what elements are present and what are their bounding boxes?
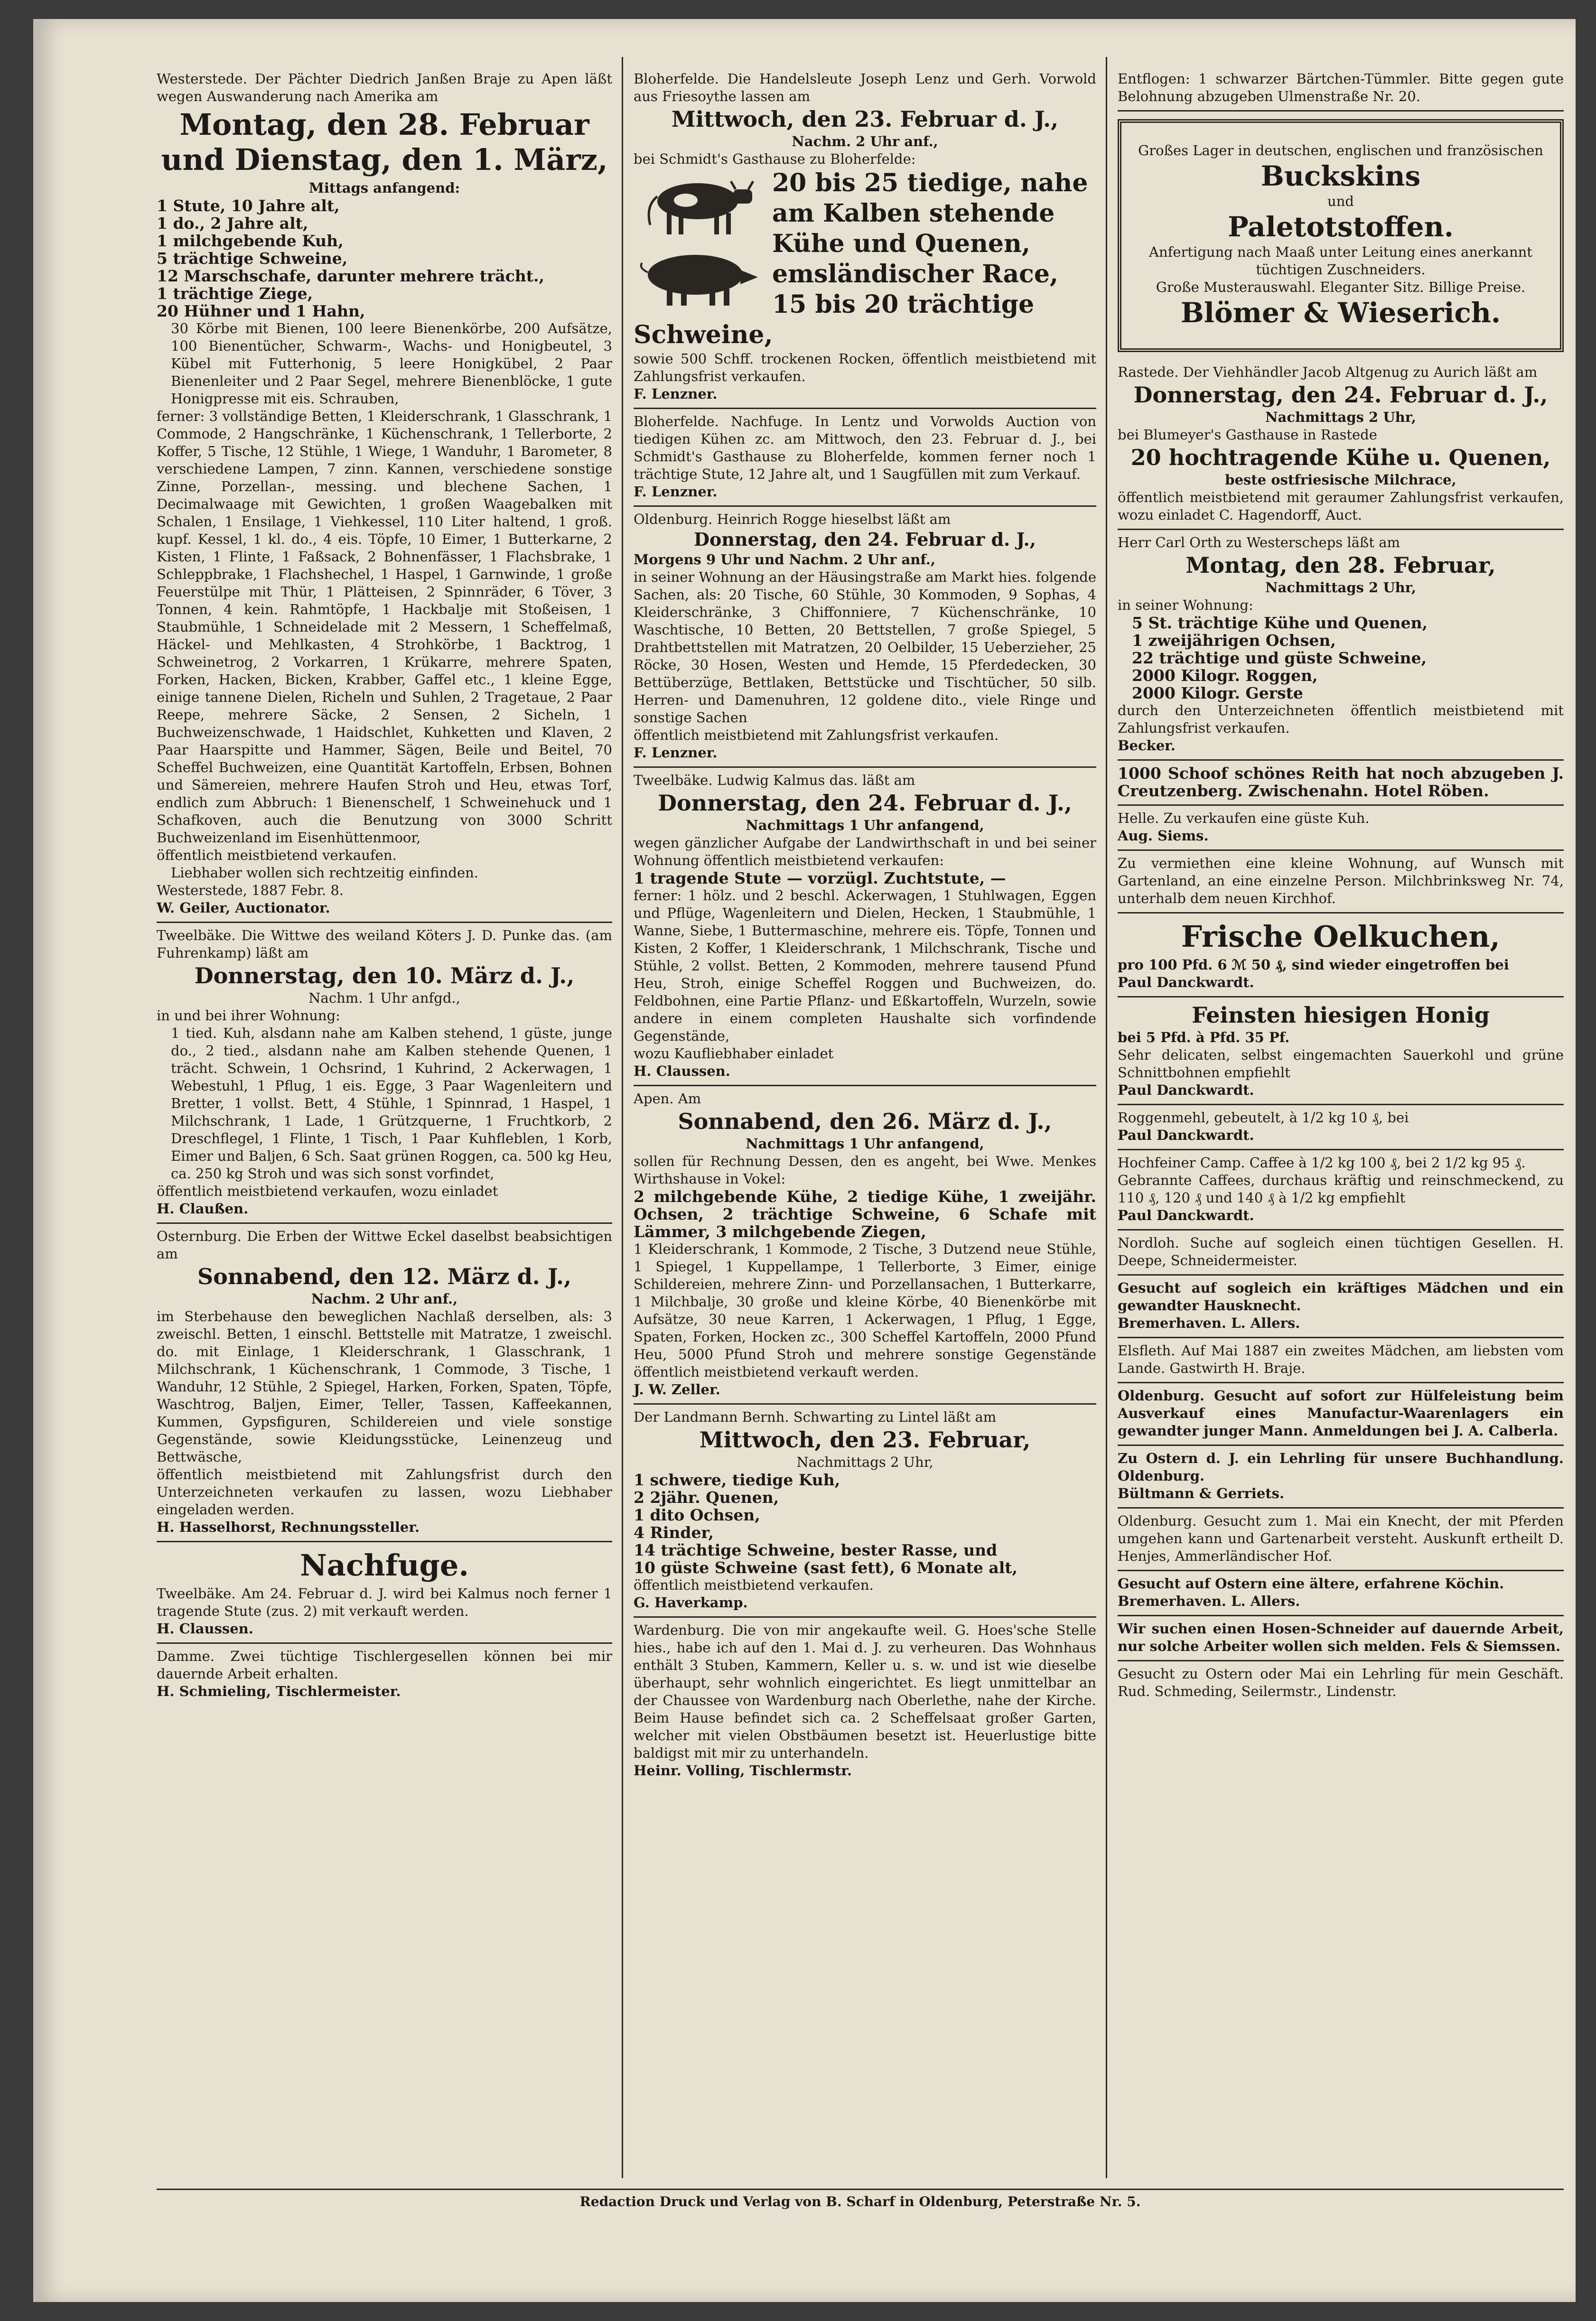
livestock-illustrations — [634, 168, 766, 310]
ad-reith — [1118, 761, 1564, 806]
ad-head: Tweelbäke. Die Wittwe des weiland Köters J. D. Punke das. (am Fuhrenkamp) läßt am — [157, 927, 612, 961]
ad-head: Herr Carl Orth zu Westerscheps läßt am — [1118, 534, 1400, 550]
ad-westerstede-auction — [157, 66, 612, 923]
ad-title: Frische Oelkuchen, — [1181, 919, 1500, 954]
ad-caffee — [1118, 1150, 1564, 1230]
ad-item: 1 schwere, tiedige Kuh, — [634, 1471, 840, 1489]
ad-signature: Heinr. Volling, Tischlermstr. — [634, 1762, 852, 1779]
ad-westerscheps — [1118, 530, 1564, 761]
ad-item: 5 St. trächtige Kühe und Quenen, — [1132, 614, 1428, 632]
ad-nordloh — [1118, 1230, 1564, 1276]
ad-head: Tweelbäke. Ludwig Kalmus das. läßt am — [634, 772, 915, 788]
ad-text: öffentlich meistbietend verkaufen. — [157, 847, 397, 863]
ad-signature: G. Haverkamp. — [634, 1594, 748, 1611]
ad-text: Bloherfelde. Nachfuge. In Lentz und Vorwolds Auction von tiedigen Kühen zc. am Mittwoch, den 23. Februar d. J., bei Schmidt's Gasthause zu Bloherfelde, kommen ferner noch 1 trächtige Stute, 12 Jahre alt, und 1 Saugfüllen mit zum Verkauf. — [634, 413, 1096, 482]
ad-text: pro 100 Pfd. 6 ℳ 50 ₰, sind wieder eingetroffen bei — [1118, 957, 1509, 973]
ad-vermiethen — [1118, 851, 1564, 913]
ad-text: wozu Kaufliebhaber einladet — [634, 1045, 834, 1062]
ad-date: Donnerstag, den 24. Februar d. J., — [658, 790, 1072, 816]
ad-item: 2000 Kilogr. Gerste — [1132, 684, 1303, 702]
ad-text: öffentlich meistbietend mit Zahlungsfrist verkaufen. — [634, 727, 999, 743]
ad-lehrling-seiler — [1118, 1661, 1564, 1705]
ad-tweelbaeke-kalmus — [634, 768, 1096, 1086]
ad-text: wegen gänzlicher Aufgabe der Landwirthschaft in und bei seiner Wohnung öffentlich meistbietend verkaufen: — [634, 835, 1096, 868]
ad-elsfleth — [1118, 1338, 1564, 1383]
ad-text: Sehr delicaten, selbst eingemachten Sauerkohl und grüne Schnittbohnen empfiehlt — [1118, 1047, 1564, 1081]
ad-signature: Paul Danckwardt. — [1118, 974, 1254, 990]
ad-bold: 2 milchgebende Kühe, 2 tiedige Kühe, 1 zweijähr. Ochsen, 2 trächtige Schweine, 6 Schafe mit Lämmer, 3 milchgebende Ziegen, — [634, 1187, 1096, 1241]
ad-text: 1 tied. Kuh, alsdann nahe am Kalben stehend, 1 güste, junge do., 2 tied., alsdann nahe am Kalben stehende Quenen, 1 trächt. Schwein, 1 Ochsrind, 1 Kuhrind, 2 Ackerwagen, 1 Webestuhl, 1 Pflug, 1 eis. Egge, 3 Paar Wagenleitern und Bretter, 1 vollst. Bett, 4 Stühle, 1 Spinnrad, 1 Haspel, 1 Milchschrank, 1 Lade, 1 Grützquerne, 1 Fruchtkorb, 2 Dreschflegel, 1 Flinte, 1 Tisch, 1 Paar Kuhfleblen, 1 Korb, Eimer und Baljen, 6 Sch. Saat grünen Roggen, ca. 500 kg Heu, ca. 250 kg Stroh und was sich sonst vorfindet, — [171, 1025, 612, 1182]
ad-head: Rastede. Der Viehhändler Jacob Altgenug zu Aurich läßt am — [1118, 364, 1538, 380]
cow-icon — [634, 168, 762, 239]
box-line: Große Musterauswahl. Eleganter Sitz. Billige Preise. — [1156, 279, 1526, 295]
ad-signature: J. W. Zeller. — [634, 1381, 720, 1398]
ad-item: 2 2jähr. Quenen, — [634, 1488, 779, 1507]
ad-item: 2000 Kilogr. Roggen, — [1132, 666, 1318, 685]
ad-lehrling-buchhandlung — [1118, 1446, 1564, 1509]
ad-signature: F. Lenzner. — [634, 484, 718, 500]
ad-signature: Paul Danckwardt. — [1118, 1127, 1254, 1143]
ad-time: Nachm. 2 Uhr anf., — [792, 133, 938, 149]
ad-signature: H. Schmieling, Tischlermeister. — [157, 1683, 401, 1699]
ad-text: öffentlich meistbietend mit Zahlungsfrist durch den Unterzeichneten verkaufen zu lassen, wozu Liebhaber eingeladen werden. — [157, 1466, 612, 1518]
ad-tweelbaeke-punke — [157, 923, 612, 1224]
ad-item: 1 milchgebende Kuh, — [157, 232, 344, 250]
pig-icon — [634, 239, 762, 310]
ad-text: sollen für Rechnung Dessen, den es angeht, bei Wwe. Menkes Wirthshause in Vokel: — [634, 1153, 1096, 1187]
ad-calberla — [1118, 1383, 1564, 1446]
ad-item: 1 tragende Stute — vorzügl. Zuchtstute, — — [634, 869, 1006, 887]
ad-box-buckskins — [1118, 119, 1564, 352]
ad-date: Mittwoch, den 23. Februar, — [699, 1427, 1031, 1453]
ad-signature: H. Claussen. — [634, 1063, 730, 1079]
ad-hosen-schneider — [1118, 1616, 1564, 1661]
ad-osternburg-eckel — [157, 1224, 612, 1542]
ad-signature: Aug. Siems. — [1118, 828, 1209, 844]
ad-honig — [1118, 997, 1564, 1105]
ad-bremerhaven-maedchen — [1118, 1276, 1564, 1338]
ad-signature: H. Claußen. — [157, 1201, 249, 1217]
ad-text: sowie 500 Schff. trockenen Rocken, öffentlich meistbietend mit Zahlungsfrist verkaufen. — [634, 351, 1096, 384]
ad-head: Westerstede. Der Pächter Diedrich Janßen Braje zu Apen läßt wegen Auswanderung nach Amerika am — [157, 71, 612, 104]
ad-sub: bei 5 Pfd. à Pfd. 35 Pf. — [1118, 1029, 1290, 1045]
ad-head: Bloherfelde. Die Handelsleute Joseph Lenz und Gerh. Vorwold aus Friesoythe lassen am — [634, 71, 1096, 104]
ad-time: Nachmittags 2 Uhr, — [1265, 409, 1416, 425]
ad-date: Donnerstag, den 24. Februar d. J., — [694, 529, 1036, 550]
ad-signature: Paul Danckwardt. — [1118, 1082, 1254, 1098]
ad-text: Elsfleth. Auf Mai 1887 ein zweites Mädchen, am liebsten vom Lande. Gastwirth H. Braje. — [1118, 1342, 1564, 1376]
ad-signature: H. Hasselhorst, Rechnungssteller. — [157, 1519, 420, 1535]
ad-signature: F. Lenzner. — [634, 745, 718, 761]
ad-time: Nachmittags 2 Uhr, — [1265, 579, 1416, 596]
ad-item: 12 Marschschafe, darunter mehrere trächt., — [157, 267, 545, 285]
ad-item: 5 trächtige Schweine, — [157, 249, 348, 268]
ad-date: Sonnabend, den 26. März d. J., — [678, 1109, 1052, 1134]
ad-place: Westerstede, 1887 Febr. 8. — [157, 882, 344, 898]
ad-text: Zu vermiethen eine kleine Wohnung, auf Wunsch mit Gartenland, an eine einzelne Person. Milchbrinksweg Nr. 74, unterhalb dem neuen Kirchhof. — [1118, 855, 1564, 906]
ad-apen — [634, 1086, 1096, 1405]
ad-text: Hochfeiner Camp. Caffee à 1/2 kg 100 ₰, bei 2 1/2 kg 95 ₰. — [1118, 1155, 1526, 1171]
column-2 — [634, 66, 1096, 1784]
ad-time: Morgens 9 Uhr und Nachm. 2 Uhr anf., — [634, 551, 935, 568]
column-rule — [1106, 57, 1107, 2178]
ad-sub: in und bei ihrer Wohnung: — [157, 1007, 340, 1024]
ad-text: Gesucht auf Ostern eine ältere, erfahrene Köchin. — [1118, 1575, 1504, 1592]
ad-oldenburg-rogge — [634, 507, 1096, 768]
ad-lintel — [634, 1405, 1096, 1618]
ad-signature: Paul Danckwardt. — [1118, 1207, 1254, 1223]
imprint-footer: Redaction Druck und Verlag von B. Scharf in Oldenburg, Peterstraße Nr. 5. — [157, 2189, 1564, 2209]
ad-text: Gebrannte Caffees, durchaus kräftig und reinschmeckend, zu 110 ₰, 120 ₰ und 140 ₰ à 1/2 kg empfiehlt — [1118, 1172, 1564, 1206]
ad-time: Mittags anfangend: — [308, 180, 460, 196]
ad-text: 1000 Schoof schönes Reith hat noch abzugeben J. Creutzenberg. Zwischenahn. Hotel Röben. — [1118, 764, 1564, 800]
ad-title: Nachfuge. — [300, 1548, 469, 1583]
ad-text: öffentlich meistbietend mit geraumer Zahlungsfrist verkaufen, wozu einladet C. Hagendorff, Auct. — [1118, 489, 1564, 523]
ad-main: 20 bis 25 tiedige, nahe am Kalben stehende Kühe und Quenen, emsländischer Race, 15 bis 20 trächtige Schweine, — [634, 168, 1088, 349]
ad-text: im Sterbehause den beweglichen Nachlaß derselben, als: 3 zweischl. Betten, 1 einschl. Bettstelle mit Matratze, 1 zweischl. do. mit Einlage, 1 Kleiderschrank, 1 Glasschrank, 1 Milchschrank, 1 Küchenschrank, 1 Commode, 3 Tische, 1 Wanduhr, 12 Stühle, 2 Spiegel, Harken, Forken, Spaten, Töpfe, Waschtrog, Baljen, Eimer, Teller, Tassen, Kaffeekannen, Kummen, Gypsfiguren, Schildereien und viele sonstige Gegenstände, sowie Kleidungsstücke, Leinenzeug und Bettwäsche, — [157, 1308, 612, 1465]
ad-place: bei Schmidt's Gasthause zu Bloherfelde: — [634, 151, 916, 167]
ad-text: öffentlich meistbietend verkaufen. — [634, 1577, 874, 1593]
ad-knecht — [1118, 1509, 1564, 1571]
ad-signature: W. Geiler, Auctionator. — [157, 900, 330, 916]
ad-time: Nachmittags 1 Uhr anfangend, — [746, 817, 984, 833]
ad-time: Nachmittags 1 Uhr anfangend, — [746, 1136, 984, 1152]
ad-item: 1 Stute, 10 Jahre alt, — [157, 196, 340, 215]
ad-nachfuge — [157, 1542, 612, 1644]
ad-text: ferner: 1 hölz. und 2 beschl. Ackerwagen, 1 Stuhlwagen, Eggen und Pflüge, Wagenleitern und Dielen, Hecken, 1 Staubmühle, 1 Wanne, Siebe, 1 Buttermaschine, mehrere eis. Töpfe, Tonnen und Kisten, 2 Koffer, 1 Kleiderschrank, 1 Milchschrank, Tische und Stühle, 2 vollst. Betten, 2 Kommoden, mehrere tausend Pfund Heu, Stroh, einige Scheffel Roggen und Buchweizen, do. Feldbohnen, eine Partie Pflanz- und Eßkartoffeln, Wurzeln, sowie andere in einem completen Haushalte sich vorfindende Gegenstände, — [634, 887, 1096, 1044]
ad-item: 1 trächtige Ziege, — [157, 284, 313, 303]
ad-time: Nachm. 1 Uhr anfgd., — [308, 990, 460, 1006]
ad-text: Zu Ostern d. J. ein Lehrling für unsere Buchhandlung. Oldenburg. — [1118, 1450, 1564, 1484]
ad-place: bei Blumeyer's Gasthause in Rastede — [1118, 427, 1377, 443]
ad-sub: beste ostfriesische Milchrace, — [1225, 472, 1456, 488]
ad-koechin — [1118, 1571, 1564, 1616]
ad-text: Tweelbäke. Am 24. Februar d. J. wird bei Kalmus noch ferner 1 tragende Stute (zus. 2) mit verkauft werden. — [157, 1585, 612, 1619]
ad-signature: Bültmann & Gerriets. — [1118, 1485, 1285, 1501]
ad-signature: Bremerhaven. L. Allers. — [1118, 1593, 1300, 1609]
box-and: und — [1327, 193, 1354, 209]
column-rule — [622, 57, 623, 2178]
box-line: Großes Lager in deutschen, englischen und französischen — [1138, 142, 1543, 158]
ad-text: durch den Unterzeichneten öffentlich meistbietend mit Zahlungsfrist verkaufen. — [1118, 702, 1564, 736]
ad-text: Wir suchen einen Hosen-Schneider auf dauernde Arbeit, nur solche Arbeiter wollen sich melden. Fels & Siemssen. — [1118, 1621, 1564, 1654]
ad-text: in seiner Wohnung an der Häusingstraße am Markt hies. folgende Sachen, als: 20 Tische, 60 Stühle, 30 Kommoden, 9 Sophas, 4 Kleiderschränke, 3 Chiffonniere, 7 Küchenschränke, 10 Waschtische, 10 Betten, 20 Bettstellen, 7 große Spiegel, 5 Drahtbettstellen mit Matratzen, 20 Oelbilder, 15 Ueberzieher, 25 Röcke, 30 Hosen, Westen und Hemde, 15 Pferdedecken, 30 Bettüberzüge, Bettlaken, Bettstücke und Tischtücher, 50 silb. Herren- und Damenuhren, 12 goldene dito., viele Ringe und sonstige Sachen — [634, 569, 1096, 726]
ad-wardenburg — [634, 1618, 1096, 1784]
ad-text: Oldenburg. Gesucht zum 1. Mai ein Knecht, der mit Pferden umgehen kann und Gartenarbeit versteht. Auskunft ertheilt D. Henjes, Ammerländischer Hof. — [1118, 1513, 1564, 1564]
ad-text: 1 Kleiderschrank, 1 Kommode, 2 Tische, 3 Dutzend neue Stühle, 1 Spiegel, 1 Kuppellampe, 1 Tellerborte, 3 Eimer, einige Schildereien, mehrere Zinn- und Porzellansachen, 1 Butterkarre, 1 Milchbalje, 30 große und kleine Körbe, 40 Bienenkörbe mit Aufsätze, 30 neue Karren, 1 Ackerwagen, 1 Pflug, 1 Egge, Spaten, Forken, Hocken zc., 300 Scheffel Kartoffeln, 2000 Pfund Heu, 5000 Pfund Stroh und mehrere sonstige Gegenstände öffentlich meistbietend verkauft werden. — [634, 1241, 1096, 1380]
ad-date: Donnerstag, den 24. Februar d. J., — [1133, 382, 1548, 408]
ad-head: Osternburg. Die Erben der Wittwe Eckel daselbst beabsichtigen am — [157, 1228, 612, 1262]
ad-signature: F. Lenzner. — [634, 386, 718, 402]
ad-text: Oldenburg. Gesucht auf sofort zur Hülfeleistung beim Ausverkauf eines Manufactur-Waarenlagers ein gewandter junger Mann. Anmeldungen bei J. A. Calberla. — [1118, 1388, 1564, 1439]
ad-text: Helle. Zu verkaufen eine güste Kuh. — [1118, 810, 1370, 826]
ad-title: Feinsten hiesigen Honig — [1192, 1002, 1490, 1028]
ad-text: Gesucht zu Ostern oder Mai ein Lehrling für mein Geschäft. Rud. Schmeding, Seilermstr., Lindenstr. — [1118, 1666, 1564, 1699]
ad-bloherfelde-cattle — [634, 66, 1096, 409]
ad-roggenmehl — [1118, 1105, 1564, 1150]
ad-date: Sonnabend, den 12. März d. J., — [197, 1264, 572, 1289]
box-signature: Blömer & Wieserich. — [1180, 297, 1501, 329]
ad-text: Wardenburg. Die von mir angekaufte weil. G. Hoes'sche Stelle hies., habe ich auf den 1. Mai d. J. zu verheuren. Das Wohnhaus enthält 3 Stuben, Kammern, Keller u. s. w. und ist wie dieselbe überhaupt, sehr wohnlich eingerichtet. Es liegt unmittelbar an der Chaussee von Wardenburg nach Oberlethe, nahe der Kirche. Beim Hause befindet sich ca. 2 Scheffelsaat großer Garten, welcher mit vielen Obstbäumen besetzt ist. Heuerlustige bitte baldigst mit mir zu unterhandeln. — [634, 1622, 1096, 1761]
ad-text: 30 Körbe mit Bienen, 100 leere Bienenkörbe, 200 Aufsätze, 100 Bienentücher, Schwarm-, Wachs- und Honigbeutel, 3 Kübel mit Futterhonig, 5 leere Honigkübel, 2 Paar Bienenleiter und 2 Paar Segel, mehrere Bienenblöcke, 1 gute Honigpresse mit eis. Schrauben, — [171, 320, 612, 407]
ad-damme — [157, 1644, 612, 1705]
ad-rastede — [1118, 360, 1564, 530]
ad-text: Entflogen: 1 schwarzer Bärtchen-Tümmler. Bitte gegen gute Belohnung abzugeben Ulmenstraße Nr. 20. — [1118, 71, 1564, 104]
ad-entflogen — [1118, 66, 1564, 112]
ad-text: Gesucht auf sogleich ein kräftiges Mädchen und ein gewandter Hausknecht. — [1118, 1280, 1564, 1314]
ad-signature: Bremerhaven. L. Allers. — [1118, 1315, 1300, 1331]
ad-item: 22 trächtige und güste Schweine, — [1132, 649, 1427, 667]
ad-oelkuchen — [1118, 913, 1564, 997]
column-3 — [1118, 66, 1564, 1705]
ad-helle — [1118, 806, 1564, 851]
ad-text: Damme. Zwei tüchtige Tischlergesellen können bei mir dauernde Arbeit erhalten. — [157, 1648, 612, 1682]
ad-item: 20 Hühner und 1 Hahn, — [157, 302, 365, 320]
ad-text: Roggenmehl, gebeutelt, à 1/2 kg 10 ₰, bei — [1118, 1109, 1409, 1126]
ad-item: 1 zweijährigen Ochsen, — [1132, 631, 1336, 650]
ad-sub: in seiner Wohnung: — [1118, 597, 1253, 613]
box-title: Buckskins — [1260, 160, 1421, 192]
ad-signature: Becker. — [1118, 737, 1176, 754]
ad-item: 14 trächtige Schweine, bester Rasse, und — [634, 1541, 998, 1559]
ad-item: 10 güste Schweine (sast fett), 6 Monate alt, — [634, 1558, 1018, 1577]
ad-signature: H. Claussen. — [157, 1621, 253, 1637]
ad-date: Montag, den 28. Februar und Dienstag, den 1. März, — [161, 107, 608, 177]
ad-date: Mittwoch, den 23. Februar d. J., — [671, 106, 1059, 132]
ad-item: 1 dito Ochsen, — [634, 1506, 760, 1524]
ad-time: Nachm. 2 Uhr anf., — [311, 1291, 458, 1307]
ad-time: Nachmittags 2 Uhr, — [796, 1454, 933, 1470]
box-title: Paletotstoffen. — [1228, 211, 1454, 243]
ad-head: Der Landmann Bernh. Schwarting zu Lintel läßt am — [634, 1409, 997, 1425]
ad-main: 20 hochtragende Kühe u. Quenen, — [1130, 445, 1551, 470]
ad-date: Donnerstag, den 10. März d. J., — [194, 963, 575, 988]
ad-head: Oldenburg. Heinrich Rogge hieselbst läßt am — [634, 511, 951, 527]
ad-date: Montag, den 28. Februar, — [1185, 552, 1496, 578]
ad-item: 1 do., 2 Jahre alt, — [157, 214, 308, 233]
ad-text: Nordloh. Suche auf sogleich einen tüchtigen Gesellen. H. Deepe, Schneidermeister. — [1118, 1235, 1564, 1268]
ad-item: 4 Rinder, — [634, 1523, 714, 1542]
ad-text: Liebhaber wollen sich rechtzeitig einfinden. — [171, 865, 478, 881]
ad-text: öffentlich meistbietend verkaufen, wozu einladet — [157, 1183, 498, 1199]
ad-head: Apen. Am — [634, 1091, 701, 1107]
box-line: Anfertigung nach Maaß unter Leitung eines anerkannt tüchtigen Zuschneiders. — [1149, 244, 1532, 278]
ad-text: ferner: 3 vollständige Betten, 1 Kleiderschrank, 1 Glasschrank, 1 Commode, 2 Hangschränke, 1 Küchenschrank, 1 Tellerborte, 2 Koffer, 5 Tische, 12 Stühle, 1 Wiege, 1 Wanduhr, 1 Barometer, 8 verschiedene Lampen, 7 zinn. Kannen, verschiedene sonstige Zinne, Porzellan-, messing. und blechene Sachen, 1 Decimalwaage mit Gewichten, 1 großen Waagebalken mit Schalen, 1 Ensilage, 1 Viehkessel, 110 Liter haltend, 1 groß. kupf. Kessel, 1 kl. do., 4 eis. Töpfe, 10 Eimer, 1 Butterkarne, 2 Kisten, 1 Flinte, 1 Faßsack, 2 Bohnenfässer, 1 Flachsbrake, 1 Schleppbrake, 1 Flachshechel, 1 Haspel, 1 Garnwinde, 1 große Feuerstülpe mit Thür, 1 Plätteisen, 2 Spinnräder, 6 Töver, 3 Tonnen, 4 kein. Rahmtöpfe, 1 Hackbalje mit Stoßeisen, 1 Staubmühle, 1 Schneidelade mit 2 Messern, 1 Scheffelmaß, Häckel- und Mehlkasten, 4 Strohkörbe, 1 Backtrog, 1 Schweinetrog, 2 Vorkarren, 1 Krükarre, mehrere Spaten, Forken, Hacken, Bicken, Krabber, Gaffel etc., 1 kleine Egge, einige tannene Dielen, Richeln und Suhlen, 2 Tragetaue, 2 Paar Reepe, mehrere Säcke, 2 Sensen, 2 Sicheln, 1 Buchweizenschwade, 1 Haidschlet, Kuhketten und Klaven, 2 Paar Haarspitte und Hammer, Sägen, Beile und Beitel, 70 Scheffel Buchweizen, eine Quantität Kartoffeln, Erbsen, Bohnen und Sämereien, mehrere Haufen Stroh und Heu, etwas Torf, endlich zum Abbruch: 1 Bienenschelf, 1 Schweinehuck und 1 Schafkoven, auch die Benutzung von 3000 Schritt Buchweizenland im Eisenhüttenmoor, — [157, 408, 612, 846]
column-1 — [157, 66, 612, 1705]
ad-bloherfelde-nachfuge — [634, 409, 1096, 507]
